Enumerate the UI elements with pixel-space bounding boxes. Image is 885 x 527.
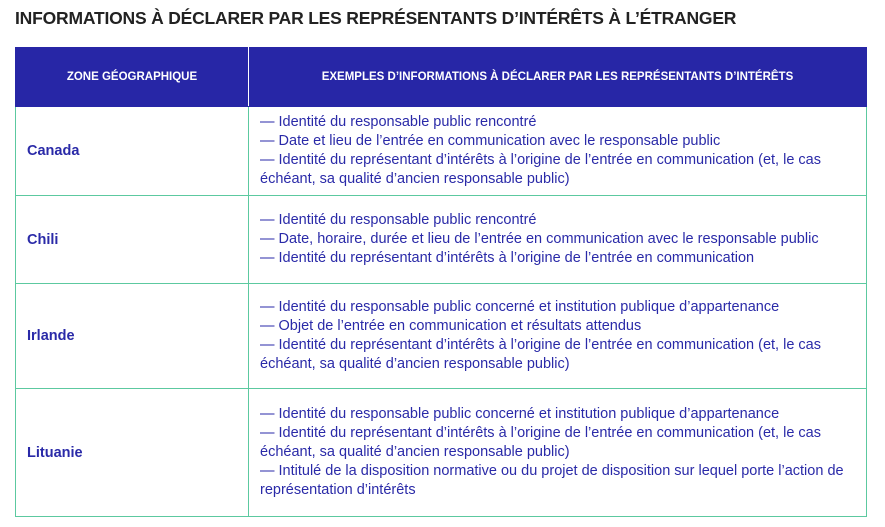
header-examples: EXEMPLES D’INFORMATIONS À DÉCLARER PAR LES REPRÉSENTANTS D’INTÉRÊTS (249, 48, 867, 107)
zone-cell: Irlande (16, 284, 249, 389)
info-item: — Identité du représentant d’intérêts à l’origine de l’entrée en communication (et, le cas échéant, sa qualité d’ancien responsable public) (260, 425, 821, 460)
info-item: — Date et lieu de l’entrée en communication avec le responsable public (260, 133, 721, 149)
info-item: — Identité du responsable public concerné et institution publique d’appartenance (260, 299, 780, 315)
header-zone: ZONE GÉOGRAPHIQUE (16, 48, 249, 107)
info-item: — Intitulé de la disposition normative ou du projet de disposition sur lequel porte l’action de représentation d’intérêts (260, 463, 844, 498)
info-item: — Identité du représentant d’intérêts à l’origine de l’entrée en communication (et, le cas échéant, sa qualité d’ancien responsable public) (260, 152, 821, 187)
info-table (15, 47, 867, 517)
info-cell (249, 284, 867, 389)
table-row (16, 196, 867, 284)
table-row (16, 284, 867, 389)
info-item: — Identité du responsable public rencontré (260, 114, 537, 130)
info-item: — Objet de l’entrée en communication et résultats attendus (260, 318, 642, 334)
zone-cell: Lituanie (16, 389, 249, 517)
info-item: — Identité du responsable public rencontré (260, 212, 537, 228)
table-header-row (16, 48, 867, 107)
table-row (16, 107, 867, 196)
info-item: — Identité du représentant d’intérêts à l’origine de l’entrée en communication (et, le cas échéant, sa qualité d’ancien responsable public) (260, 337, 821, 372)
info-item: — Identité du représentant d’intérêts à l’origine de l’entrée en communication (260, 250, 755, 266)
info-item: — Date, horaire, durée et lieu de l’entrée en communication avec le responsable public (260, 231, 819, 247)
zone-cell: Chili (16, 196, 249, 284)
table-row (16, 389, 867, 517)
info-cell (249, 389, 867, 517)
info-cell (249, 107, 867, 196)
page-title: INFORMATIONS À DÉCLARER PAR LES REPRÉSENTANTS D’INTÉRÊTS À L’ÉTRANGER (15, 8, 737, 28)
info-cell (249, 196, 867, 284)
info-item: — Identité du responsable public concerné et institution publique d’appartenance (260, 406, 780, 422)
zone-cell: Canada (16, 107, 249, 196)
